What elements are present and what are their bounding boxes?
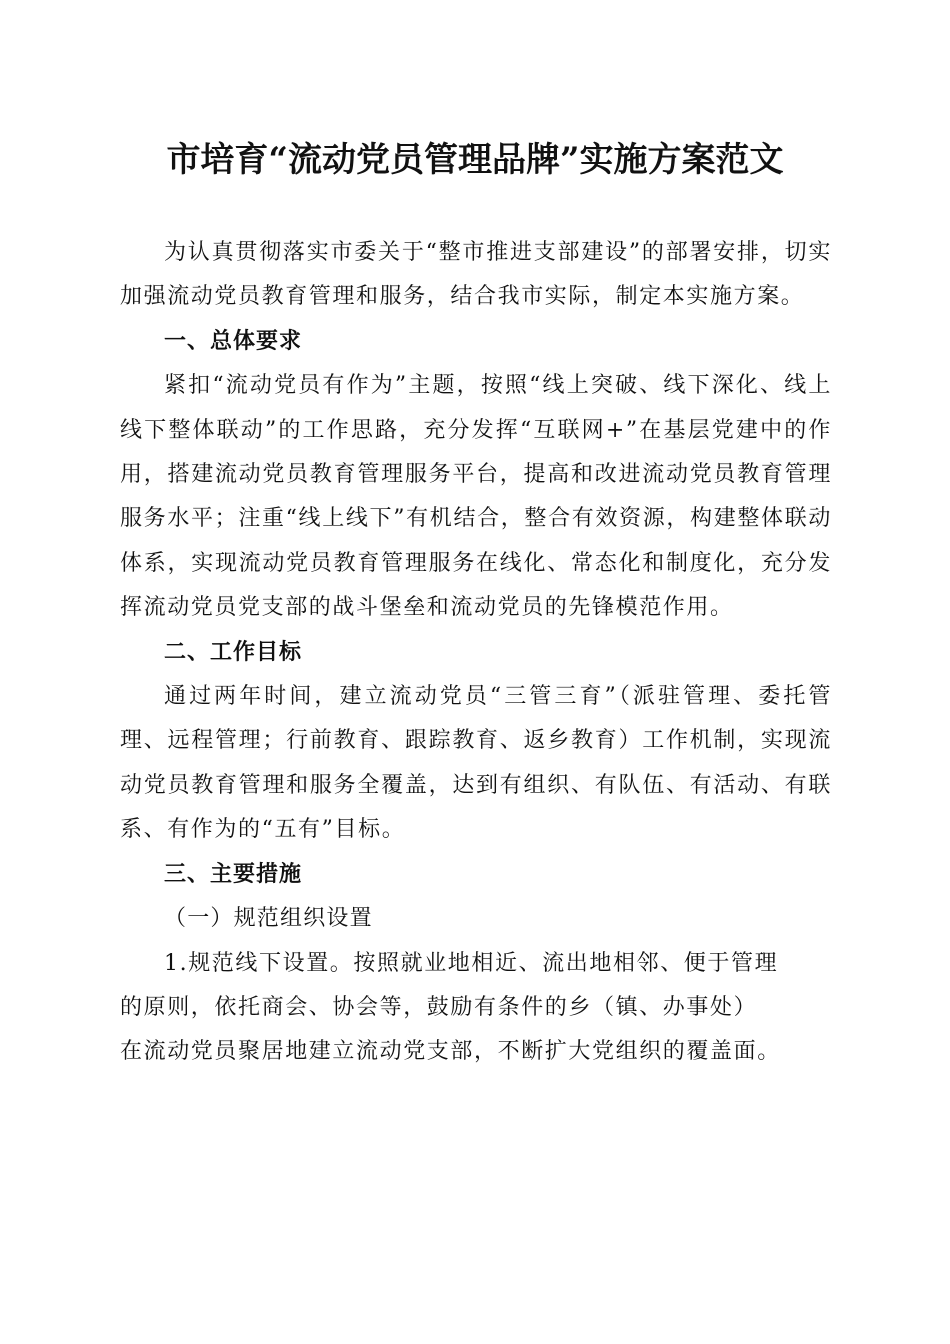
subsection-heading-organization: （一）规范组织设置 bbox=[164, 906, 373, 932]
section-heading-work-goals: 二、工作目标 bbox=[164, 639, 303, 665]
item-line-2: 的原则，依托商会、协会等，鼓励有条件的乡（镇、办事处） bbox=[120, 994, 758, 1020]
section-heading-general-requirements: 一、总体要求 bbox=[164, 328, 303, 354]
intro-paragraph: 为认真贯彻落实市委关于“整市推进支部建设”的部署安排，切实加强流动党员教育管理和服务，结合我市实际，制定本实施方案。 bbox=[120, 240, 832, 310]
item-line-1: 1.规范线下设置。按照就业地相近、流出地相邻、便于管理 bbox=[164, 950, 779, 976]
item-line-3: 在流动党员聚居地建立流动党支部，不断扩大党组织的覆盖面。 bbox=[120, 1039, 781, 1065]
document-body bbox=[120, 231, 832, 1075]
section-heading-main-measures: 三、主要措施 bbox=[164, 861, 303, 887]
section-paragraph-general-requirements: 紧扣“流动党员有作为”主题，按照“线上突破、线下深化、线上线下整体联动”的工作思路，充分发挥“互联网+”在基层党建中的作用，搭建流动党员教育管理服务平台，提高和改进流动党员教育管理服务水平；注重“线上线下”有机结合，整合有效资源，构建整体联动体系，实现流动党员教育管理服务在线化、常态化和制度化，充分发挥流动党员党支部的战斗堡垒和流动党员的先锋模范作用。 bbox=[120, 373, 832, 621]
section-paragraph-work-goals: 通过两年时间，建立流动党员“三管三育”（派驻管理、委托管理、远程管理；行前教育、跟踪教育、返乡教育）工作机制，实现流动党员教育管理和服务全覆盖，达到有组织、有队伍、有活动、有联系、有作为的“五有”目标。 bbox=[120, 684, 832, 843]
document-title: 市培育“流动党员管理品牌”实施方案范文 bbox=[166, 140, 784, 180]
